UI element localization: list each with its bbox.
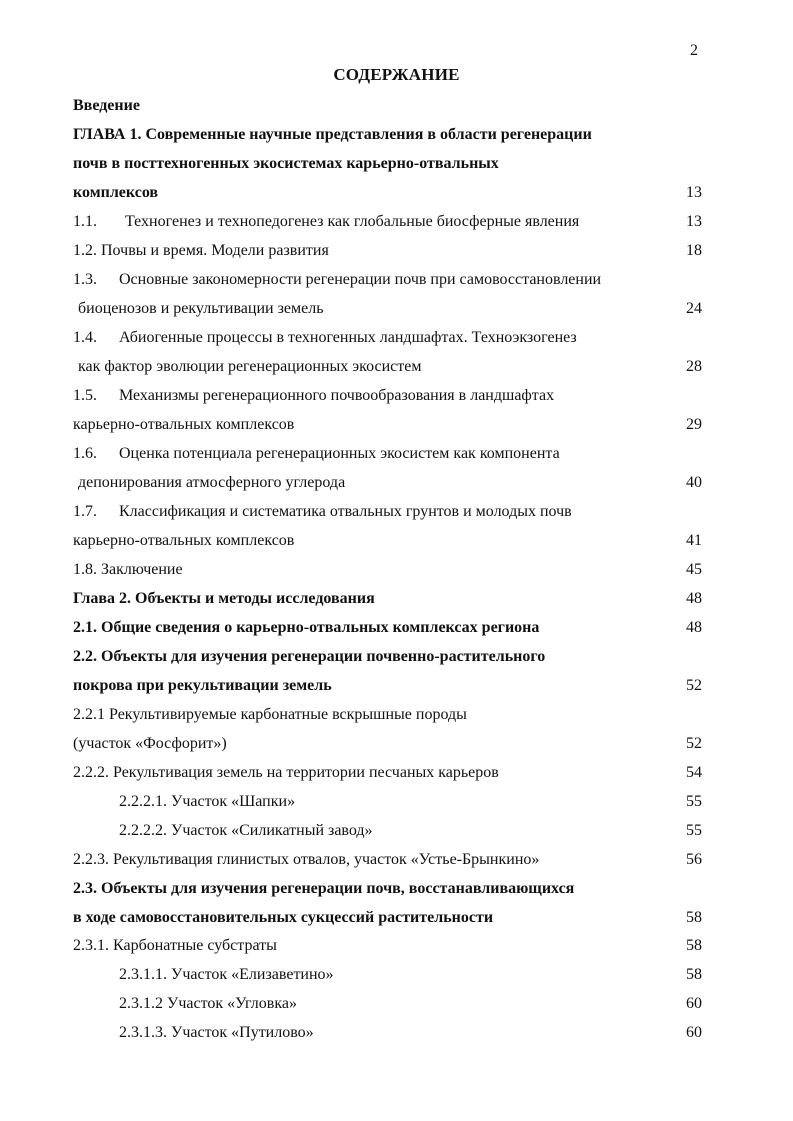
toc-entry-1-3-line-2[interactable]: биоценозов и рекультивации земель	[78, 300, 324, 317]
toc-entry-chapter-1-line-1[interactable]: ГЛАВА 1. Современные научные представления в области регенерации	[73, 126, 592, 143]
toc-entry-1-7-line-1[interactable]	[73, 497, 572, 526]
toc-entry-2-3-1[interactable]: 2.3.1. Карбонатные субстраты	[73, 937, 277, 954]
page-title: СОДЕРЖАНИЕ	[333, 65, 460, 84]
toc-entry-1-7-line-2[interactable]: карьерно-отвальных комплексов	[73, 532, 295, 549]
page-number: 2	[690, 42, 698, 59]
toc-page-2-2-1: 52	[686, 735, 702, 752]
section-title: Основные закономерности регенерации почв при самовосстановлении	[119, 271, 602, 288]
section-title: Абиогенные процессы в техногенных ландшафтах. Техноэкзогенез	[119, 329, 577, 346]
section-title: Техногенез и технопедогенез как глобальные биосферные явления	[125, 213, 580, 230]
toc-page-2-2: 52	[686, 677, 702, 694]
toc-page-chapter-1: 13	[686, 184, 702, 201]
toc-entry-1-5-line-1[interactable]	[73, 381, 554, 410]
toc-entry-2-3-line-1[interactable]: 2.3. Объекты для изучения регенерации почв, восстанавливающихся	[73, 880, 575, 897]
toc-page-2-3-1: 58	[686, 937, 702, 954]
toc-page-2-1: 48	[686, 619, 702, 636]
toc-page-1-7: 41	[686, 532, 702, 549]
toc-entry-intro[interactable]: Введение	[73, 97, 140, 114]
section-number: 1.7.	[73, 503, 97, 520]
toc-page-2-3-1-1: 58	[686, 966, 702, 983]
toc-entry-1-4-line-2[interactable]: как фактор эволюции регенерационных экосистем	[78, 358, 422, 375]
toc-page-2-2-2: 54	[686, 764, 702, 781]
toc-page-2-3: 58	[686, 909, 702, 926]
toc-page-1-8: 45	[686, 561, 702, 578]
toc-page-2-3-1-3: 60	[686, 1024, 702, 1041]
section-number: 1.5.	[73, 387, 97, 404]
toc-entry-2-3-1-2[interactable]: 2.3.1.2 Участок «Угловка»	[119, 995, 297, 1012]
toc-entry-2-2-1-line-1[interactable]: 2.2.1 Рекультивируемые карбонатные вскрышные породы	[73, 706, 467, 723]
toc-entry-2-3-1-3[interactable]: 2.3.1.3. Участок «Путилово»	[119, 1024, 314, 1041]
toc-entry-chapter-1-line-3[interactable]: комплексов	[73, 184, 159, 201]
section-title: Механизмы регенерационного почвообразования в ландшафтах	[119, 387, 555, 404]
section-number: 1.3.	[73, 271, 97, 288]
toc-entry-1-8[interactable]: 1.8. Заключение	[73, 561, 183, 578]
toc-entry-2-1[interactable]: 2.1. Общие сведения о карьерно-отвальных комплексах региона	[73, 619, 540, 636]
toc-page-2-2-2-2: 55	[686, 822, 702, 839]
toc-entry-2-2-2[interactable]: 2.2.2. Рекультивация земель на территории песчаных карьеров	[73, 764, 499, 781]
section-title: Оценка потенциала регенерационных экосистем как компонента	[119, 445, 560, 462]
section-number: 1.6.	[73, 445, 97, 462]
toc-entry-1-3-line-1[interactable]	[73, 265, 601, 294]
toc-entry-1-6-line-2[interactable]: депонирования атмосферного углерода	[78, 474, 346, 491]
toc-entry-1-6-line-1[interactable]	[73, 439, 560, 468]
toc-page-1-2: 18	[686, 242, 702, 259]
toc-page-2-2-3: 56	[686, 851, 702, 868]
toc-page-2-3-1-2: 60	[686, 995, 702, 1012]
toc-entry-2-2-line-2[interactable]: покрова при рекультивации земель	[73, 677, 332, 694]
toc-entry-1-5-line-2[interactable]: карьерно-отвальных комплексов	[73, 416, 295, 433]
toc-entry-chapter-2[interactable]: Глава 2. Объекты и методы исследования	[73, 590, 375, 607]
toc-entry-1-1[interactable]	[73, 207, 579, 236]
toc-entry-chapter-1-line-2[interactable]: почв в посттехногенных экосистемах карьерно-отвальных	[73, 155, 499, 172]
toc-entry-2-2-1-line-2[interactable]: (участок «Фосфорит»)	[73, 735, 227, 752]
section-title: Классификация и систематика отвальных грунтов и молодых почв	[119, 503, 572, 520]
toc-entry-2-2-2-2[interactable]: 2.2.2.2. Участок «Силикатный завод»	[119, 822, 373, 839]
toc-entry-2-3-1-1[interactable]: 2.3.1.1. Участок «Елизаветино»	[119, 966, 334, 983]
toc-entry-2-2-3[interactable]: 2.2.3. Рекультивация глинистых отвалов, участок «Устье-Брынкино»	[73, 851, 540, 868]
toc-page-1-1: 13	[686, 213, 702, 230]
toc-entry-2-3-line-2[interactable]: в ходе самовосстановительных сукцессий растительности	[73, 909, 494, 926]
toc-page-1-5: 29	[686, 416, 702, 433]
toc-entry-2-2-2-1[interactable]: 2.2.2.1. Участок «Шапки»	[119, 793, 296, 810]
toc-page-chapter-2: 48	[686, 590, 702, 607]
section-number: 1.1.	[73, 213, 97, 230]
toc-page-2-2-2-1: 55	[686, 793, 702, 810]
toc-page-1-4: 28	[686, 358, 702, 375]
toc-page-1-3: 24	[686, 300, 702, 317]
toc-entry-2-2-line-1[interactable]: 2.2. Объекты для изучения регенерации почвенно-растительного	[73, 648, 546, 665]
section-number: 1.4.	[73, 329, 97, 346]
toc-page-1-6: 40	[686, 474, 702, 491]
toc-entry-1-2[interactable]: 1.2. Почвы и время. Модели развития	[73, 242, 329, 259]
toc-entry-1-4-line-1[interactable]	[73, 323, 577, 352]
